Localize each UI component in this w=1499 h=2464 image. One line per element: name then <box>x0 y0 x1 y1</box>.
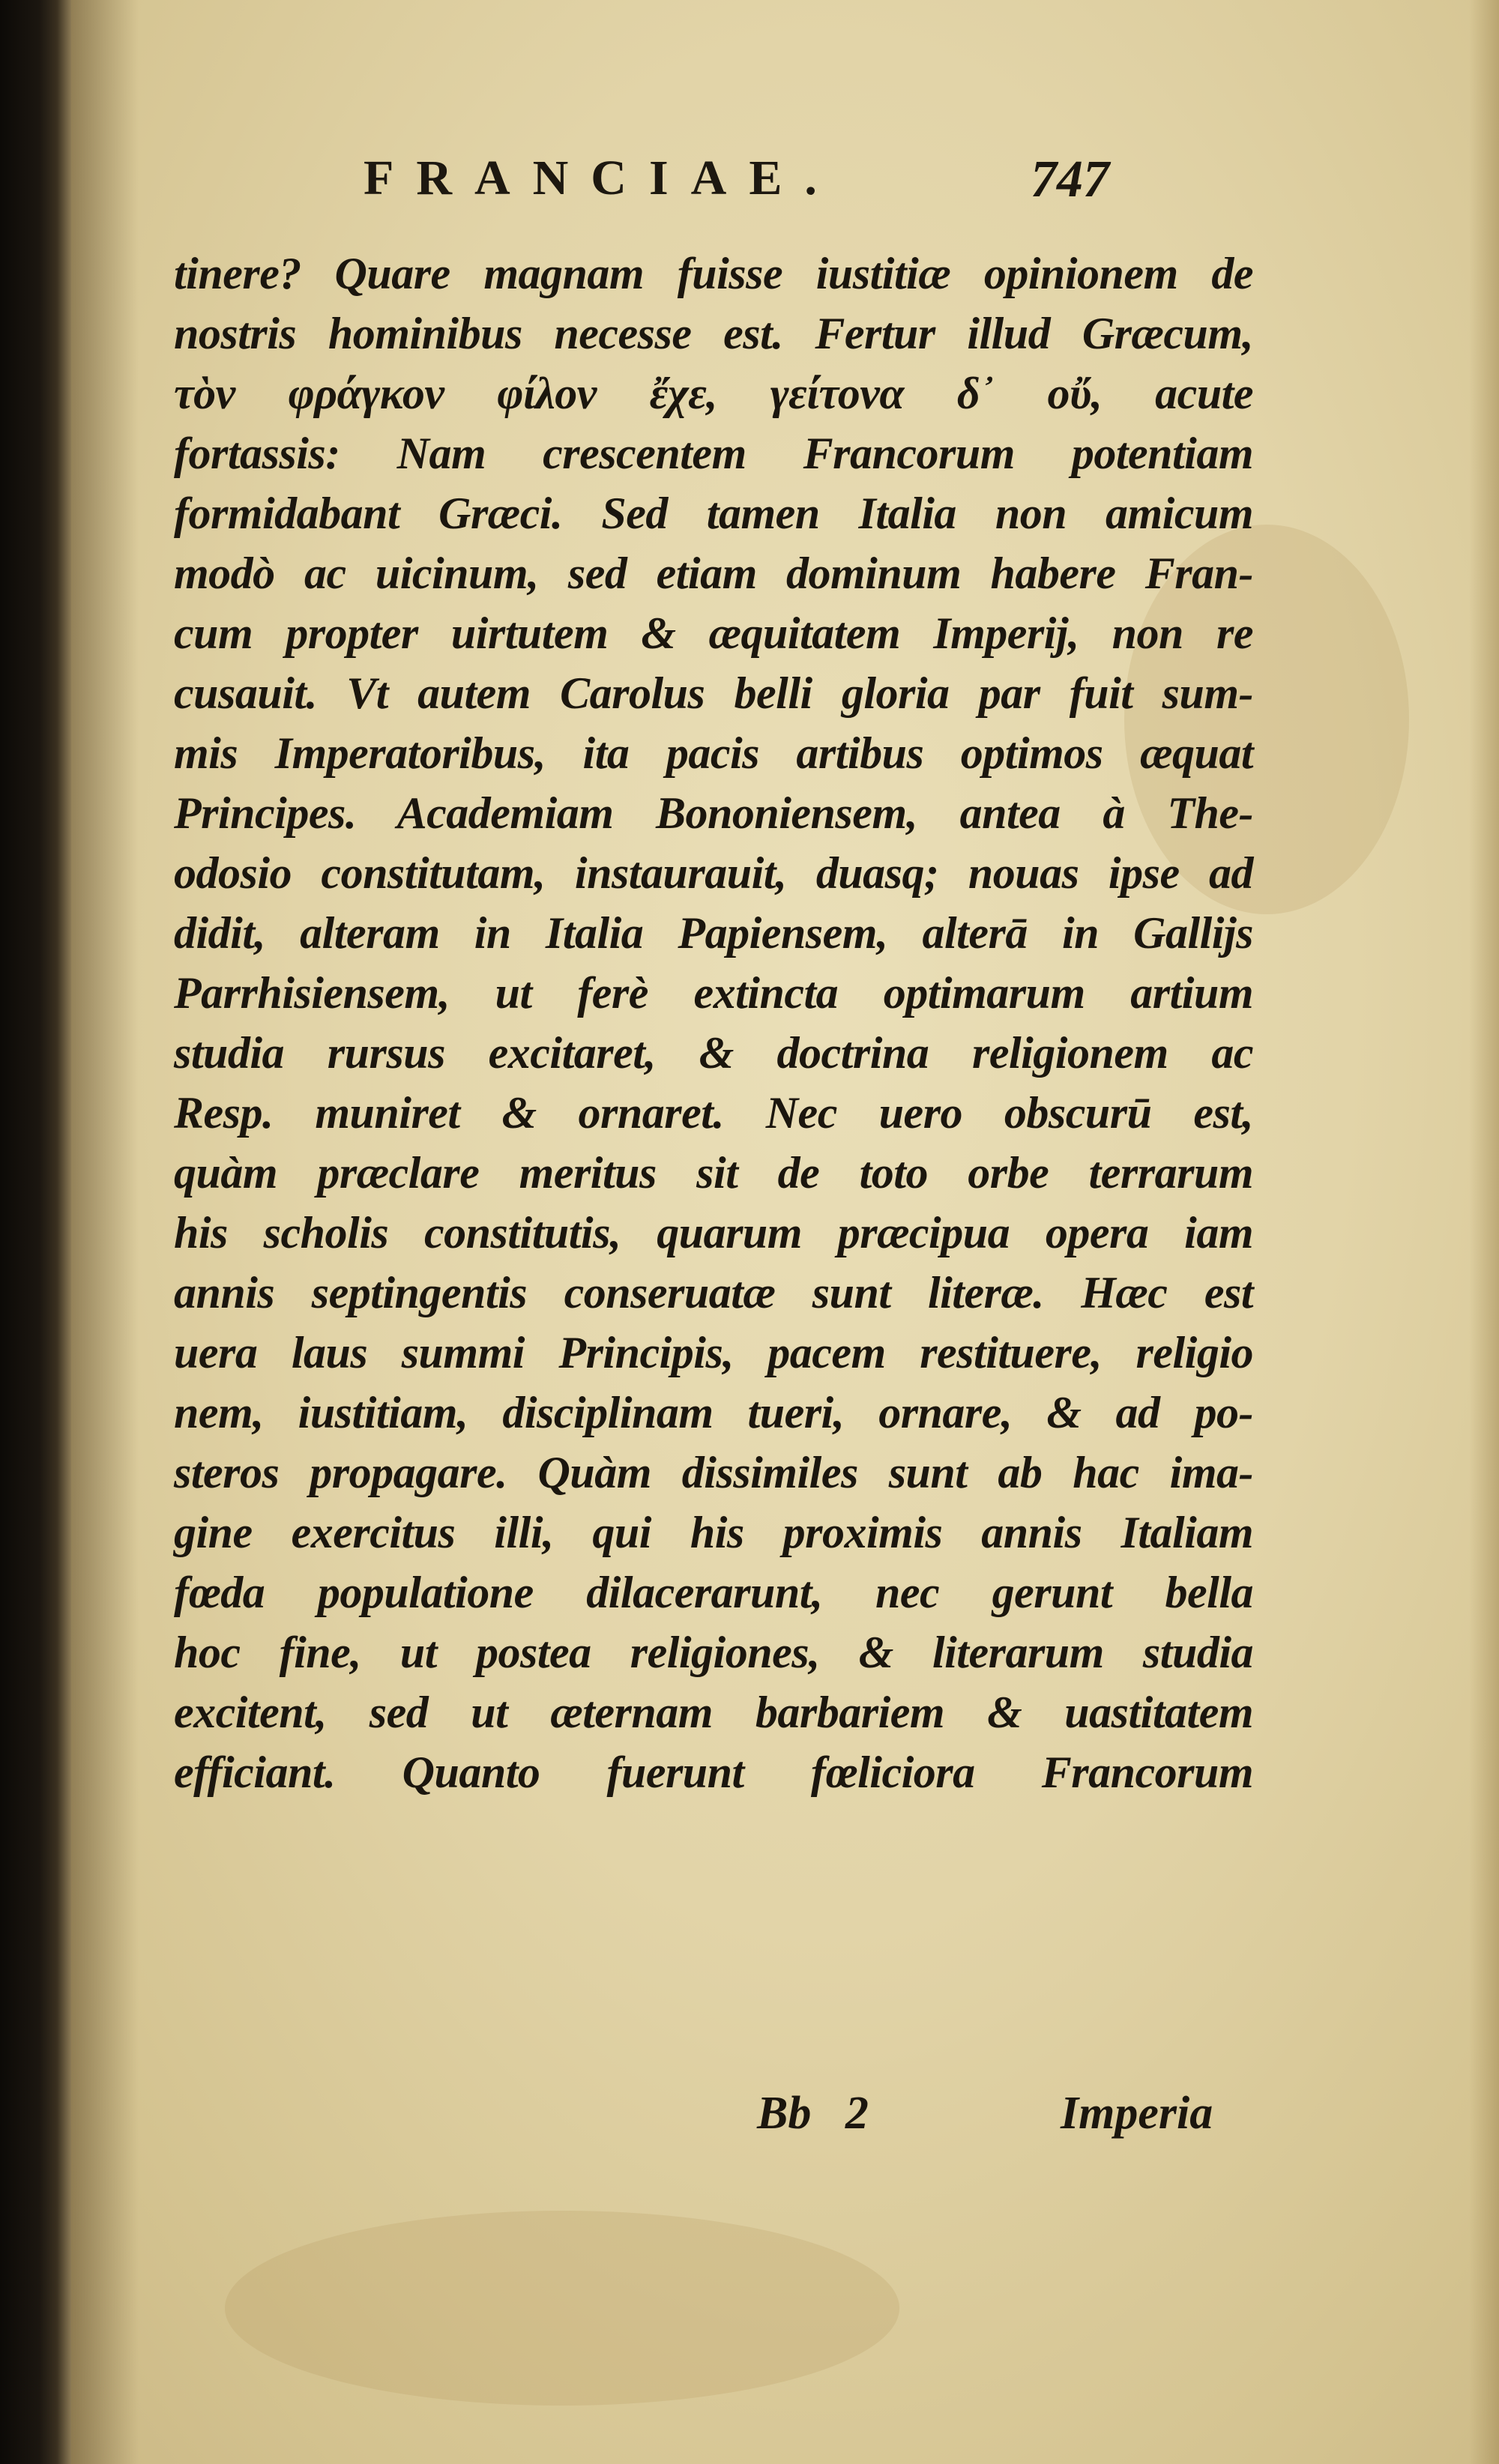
text-line: excitent, sed ut æternam barbariem & uastitatem <box>174 1688 1253 1737</box>
text-line: cusauit. Vt autem Carolus belli gloria par fuit sum- <box>174 668 1253 718</box>
running-title: FRANCIAE. <box>364 151 839 205</box>
text-line: Resp. muniret & ornaret. Nec uero obscurū est, <box>174 1088 1253 1138</box>
text-line: nostris hominibus necesse est. Fertur illud Græcum, <box>174 309 1253 358</box>
text-line: tinere? Quare magnam fuisse iustitiæ opinionem de <box>174 249 1253 298</box>
page-header <box>0 150 1499 217</box>
text-line: gine exercitus illi, qui his proximis annis Italiam <box>174 1508 1253 1557</box>
text-line: didit, alteram in Italia Papiensem, alterā in Gallijs <box>174 908 1253 958</box>
text-line: formidabant Græci. Sed tamen Italia non amicum <box>174 489 1253 538</box>
text-line: steros propagare. Quàm dissimiles sunt ab hac ima- <box>174 1448 1253 1497</box>
text-line: cum propter uirtutem & æquitatem Imperij, non re <box>174 609 1253 658</box>
text-line: hoc fine, ut postea religiones, & literarum studia <box>174 1628 1253 1677</box>
text-line: odosio constitutam, instaurauit, duasq; nouas ipse ad <box>174 848 1253 898</box>
text-line: quàm præclare meritus sit de toto orbe terrarum <box>174 1148 1253 1198</box>
text-line: nem, iustitiam, disciplinam tueri, ornare, & ad po- <box>174 1388 1253 1437</box>
text-line: modò ac uicinum, sed etiam dominum habere Fran- <box>174 549 1253 598</box>
text-line: τὸν φράγκον φίλον ἔχε, γείτονα δ᾽ οὔ, acute <box>174 369 1253 418</box>
paper-stain <box>225 2211 899 2406</box>
catchword: Imperia <box>1061 2088 1213 2139</box>
text-line: fortassis: Nam crescentem Francorum potentiam <box>174 429 1253 478</box>
text-line: mis Imperatoribus, ita pacis artibus optimos æquat <box>174 728 1253 778</box>
text-line: efficiant. Quanto fuerunt fœliciora Francorum <box>174 1748 1253 1797</box>
text-line: fœda populatione dilacerarunt, nec gerunt bella <box>174 1568 1253 1617</box>
text-line: uera laus summi Principis, pacem restituere, religio <box>174 1328 1253 1377</box>
text-line: studia rursus excitaret, & doctrina religionem ac <box>174 1028 1253 1078</box>
text-line: Principes. Academiam Bononiensem, antea à The- <box>174 788 1253 838</box>
page-footer <box>0 2087 1499 2155</box>
body-text <box>174 244 1253 1802</box>
text-line: Parrhisiensem, ut ferè extincta optimarum artium <box>174 968 1253 1018</box>
signature-mark: Bb 2 <box>757 2088 869 2139</box>
text-line: his scholis constitutis, quarum præcipua opera iam <box>174 1208 1253 1257</box>
page-number: 747 <box>1031 151 1109 208</box>
text-line: annis septingentis conseruatæ sunt literæ. Hæc est <box>174 1268 1253 1317</box>
